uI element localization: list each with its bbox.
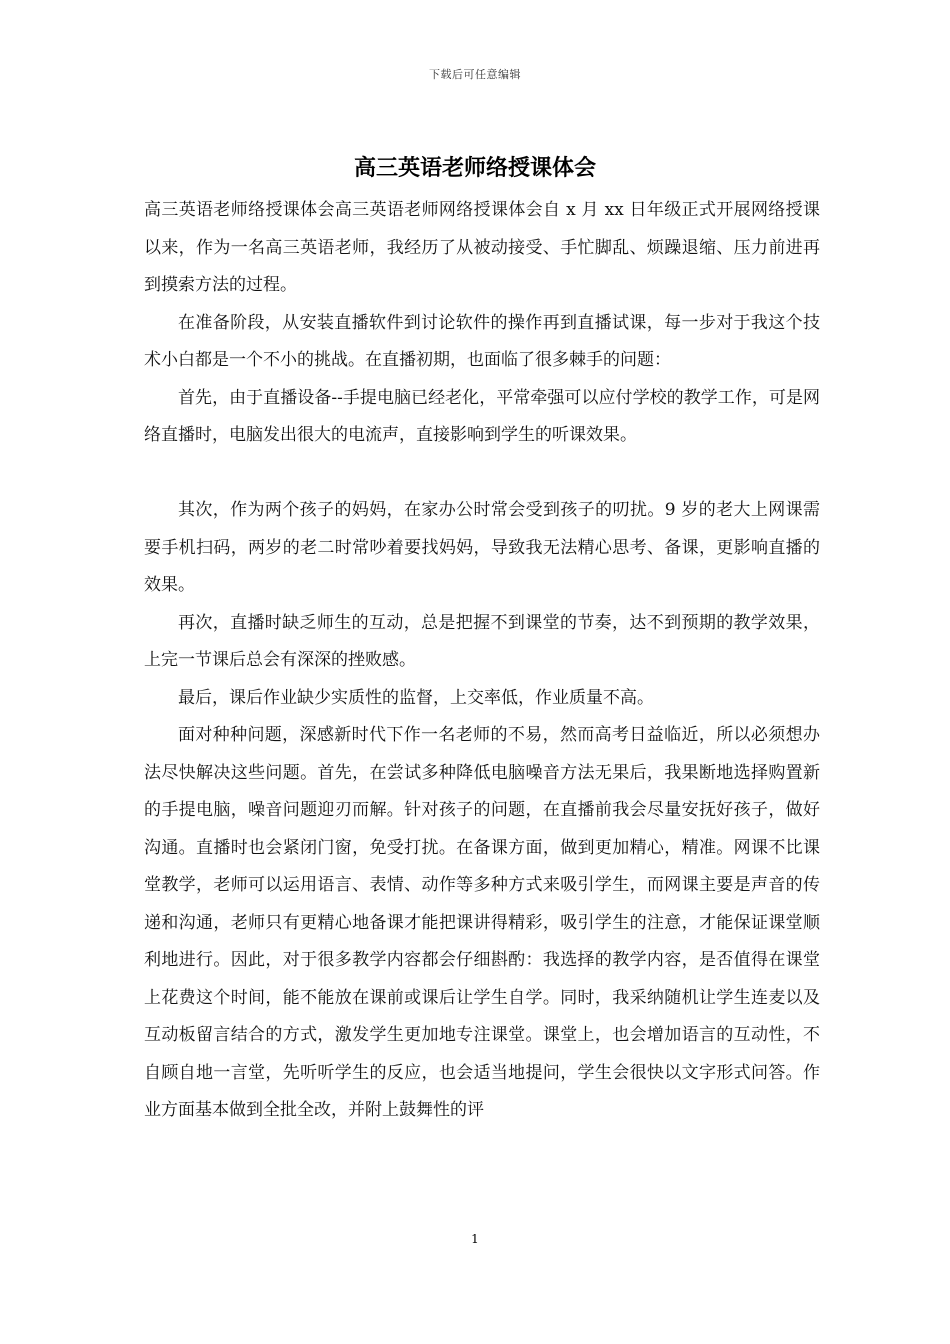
paragraph-first-problem: 首先，由于直播设备--手提电脑已经老化，平常牵强可以应付学校的教学工作，可是网络直播时，电脑发出很大的电流声，直接影响到学生的听课效果。 <box>144 387 820 445</box>
document-title: 高三英语老师络授课体会 <box>353 155 596 181</box>
page-number: 1 <box>471 1232 479 1246</box>
paragraph-spacer <box>144 455 820 493</box>
header-note: 下载后可任意编辑 <box>429 68 521 81</box>
paragraph-second-problem: 其次，作为两个孩子的妈妈，在家办公时常会受到孩子的叨扰。9 岁的老大上网课需要手机扫码，两岁的老二时常吵着要找妈妈，导致我无法精心思考、备课，更影响直播的效果。 <box>144 500 820 595</box>
paragraph-last-problem: 最后，课后作业缺少实质性的监督，上交率低，作业质量不高。 <box>178 687 654 708</box>
document-body <box>144 192 820 1130</box>
paragraph-preparation: 在准备阶段，从安装直播软件到讨论软件的操作再到直播试课，每一步对于我这个技术小白都是一个不小的挑战。在直播初期，也面临了很多棘手的问题： <box>144 312 820 370</box>
paragraph-third-problem: 再次，直播时缺乏师生的互动，总是把握不到课堂的节奏，达不到预期的教学效果，上完一节课后总会有深深的挫败感。 <box>144 612 820 670</box>
paragraph-solutions: 面对种种问题，深感新时代下作一名老师的不易，然而高考日益临近，所以必须想办法尽快解决这些问题。首先，在尝试多种降低电脑噪音方法无果后，我果断地选择购置新的手提电脑，噪音问题迎刃而解。针对孩子的问题，在直播前我会尽量安抚好孩子，做好沟通。直播时也会紧闭门窗，免受打扰。在备课方面，做到更加精心，精准。网课不比课堂教学，老师可以运用语言、表情、动作等多种方式来吸引学生，而网课主要是声音的传递和沟通，老师只有更精心地备课才能把课讲得精彩，吸引学生的注意，才能保证课堂顺利地进行。因此，对于很多教学内容都会仔细斟酌：我选择的教学内容，是否值得在课堂上花费这个时间，能不能放在课前或课后让学生自学。同时，我采纳随机让学生连麦以及互动板留言结合的方式，激发学生更加地专注课堂。课堂上，也会增加语言的互动性，不自顾自地一言堂，先听听学生的反应，也会适当地提问，学生会很快以文字形式问答。作业方面基本做到全批全改，并附上鼓舞性的评 <box>144 725 820 1120</box>
paragraph-intro: 高三英语老师络授课体会高三英语老师网络授课体会自 x 月 xx 日年级正式开展网络授课以来，作为一名高三英语老师，我经历了从被动接受、手忙脚乱、烦躁退缩、压力前进再到摸索方法的过程。 <box>144 200 820 295</box>
